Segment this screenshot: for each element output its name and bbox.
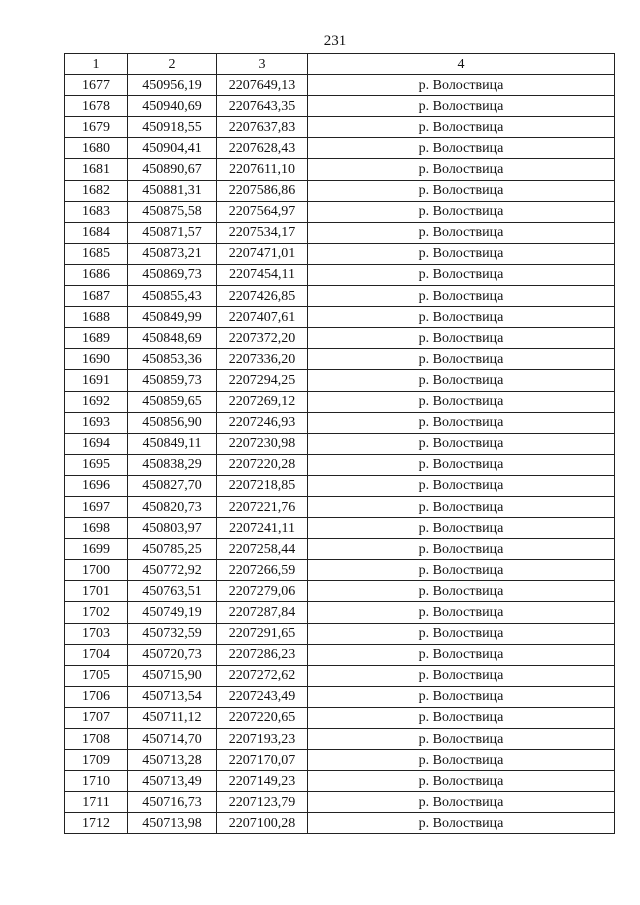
- page-number: 231: [323, 33, 347, 49]
- description-cell: р. Волоствица: [308, 729, 615, 750]
- table-row: [65, 602, 615, 623]
- description-cell: р. Волоствица: [308, 539, 615, 560]
- point-number-cell: 1709: [65, 750, 128, 771]
- description-cell: р. Волоствица: [308, 813, 615, 834]
- point-number-cell: 1687: [65, 286, 128, 307]
- description-cell: р. Волоствица: [308, 792, 615, 813]
- table-row: [65, 264, 615, 285]
- table-row: [65, 644, 615, 665]
- description-cell: р. Волоствица: [308, 644, 615, 665]
- x-coordinate-cell: 450749,19: [128, 602, 217, 623]
- x-coordinate-cell: 450713,54: [128, 686, 217, 707]
- y-coordinate-cell: 2207471,01: [217, 243, 308, 264]
- table-row: [65, 349, 615, 370]
- column-header-1: 1: [65, 54, 128, 75]
- description-cell: р. Волоствица: [308, 412, 615, 433]
- x-coordinate-cell: 450856,90: [128, 412, 217, 433]
- table-row: [65, 433, 615, 454]
- x-coordinate-cell: 450716,73: [128, 792, 217, 813]
- y-coordinate-cell: 2207241,11: [217, 518, 308, 539]
- y-coordinate-cell: 2207286,23: [217, 644, 308, 665]
- x-coordinate-cell: 450871,57: [128, 222, 217, 243]
- table-row: [65, 201, 615, 222]
- x-coordinate-cell: 450772,92: [128, 560, 217, 581]
- x-coordinate-cell: 450855,43: [128, 286, 217, 307]
- description-cell: р. Волоствица: [308, 750, 615, 771]
- table-row: [65, 475, 615, 496]
- x-coordinate-cell: 450875,58: [128, 201, 217, 222]
- y-coordinate-cell: 2207269,12: [217, 391, 308, 412]
- column-header-3: 3: [217, 54, 308, 75]
- point-number-cell: 1705: [65, 665, 128, 686]
- description-cell: р. Волоствица: [308, 264, 615, 285]
- table-row: [65, 539, 615, 560]
- point-number-cell: 1684: [65, 222, 128, 243]
- description-cell: р. Волоствица: [308, 665, 615, 686]
- x-coordinate-cell: 450711,12: [128, 707, 217, 728]
- point-number-cell: 1696: [65, 475, 128, 496]
- table-row: [65, 286, 615, 307]
- point-number-cell: 1691: [65, 370, 128, 391]
- y-coordinate-cell: 2207611,10: [217, 159, 308, 180]
- description-cell: р. Волоствица: [308, 391, 615, 412]
- description-cell: р. Волоствица: [308, 602, 615, 623]
- table-row: [65, 518, 615, 539]
- x-coordinate-cell: 450827,70: [128, 475, 217, 496]
- y-coordinate-cell: 2207454,11: [217, 264, 308, 285]
- table-row: [65, 159, 615, 180]
- y-coordinate-cell: 2207628,43: [217, 138, 308, 159]
- table-header: [65, 54, 615, 75]
- y-coordinate-cell: 2207123,79: [217, 792, 308, 813]
- table-row: [65, 686, 615, 707]
- description-cell: р. Волоствица: [308, 159, 615, 180]
- table-row: [65, 180, 615, 201]
- table-row: [65, 496, 615, 517]
- y-coordinate-cell: 2207221,76: [217, 496, 308, 517]
- x-coordinate-cell: 450869,73: [128, 264, 217, 285]
- description-cell: р. Волоствица: [308, 117, 615, 138]
- y-coordinate-cell: 2207149,23: [217, 771, 308, 792]
- description-cell: р. Волоствица: [308, 222, 615, 243]
- table-row: [65, 707, 615, 728]
- description-cell: р. Волоствица: [308, 771, 615, 792]
- y-coordinate-cell: 2207643,35: [217, 96, 308, 117]
- description-cell: р. Волоствица: [308, 518, 615, 539]
- point-number-cell: 1688: [65, 307, 128, 328]
- table-row: [65, 813, 615, 834]
- column-header-4: 4: [308, 54, 615, 75]
- table-row: [65, 96, 615, 117]
- table-row: [65, 771, 615, 792]
- point-number-cell: 1693: [65, 412, 128, 433]
- table-row: [65, 750, 615, 771]
- description-cell: р. Волоствица: [308, 286, 615, 307]
- y-coordinate-cell: 2207649,13: [217, 75, 308, 96]
- y-coordinate-cell: 2207534,17: [217, 222, 308, 243]
- point-number-cell: 1704: [65, 644, 128, 665]
- description-cell: р. Волоствица: [308, 560, 615, 581]
- point-number-cell: 1677: [65, 75, 128, 96]
- x-coordinate-cell: 450853,36: [128, 349, 217, 370]
- x-coordinate-cell: 450803,97: [128, 518, 217, 539]
- point-number-cell: 1703: [65, 623, 128, 644]
- point-number-cell: 1683: [65, 201, 128, 222]
- x-coordinate-cell: 450820,73: [128, 496, 217, 517]
- y-coordinate-cell: 2207407,61: [217, 307, 308, 328]
- point-number-cell: 1708: [65, 729, 128, 750]
- table-row: [65, 454, 615, 475]
- point-number-cell: 1700: [65, 560, 128, 581]
- description-cell: р. Волоствица: [308, 75, 615, 96]
- point-number-cell: 1707: [65, 707, 128, 728]
- table-row: [65, 117, 615, 138]
- y-coordinate-cell: 2207246,93: [217, 412, 308, 433]
- x-coordinate-cell: 450848,69: [128, 328, 217, 349]
- x-coordinate-cell: 450890,67: [128, 159, 217, 180]
- description-cell: р. Волоствица: [308, 96, 615, 117]
- table-row: [65, 243, 615, 264]
- x-coordinate-cell: 450763,51: [128, 581, 217, 602]
- table-row: [65, 581, 615, 602]
- y-coordinate-cell: 2207294,25: [217, 370, 308, 391]
- description-cell: р. Волоствица: [308, 349, 615, 370]
- point-number-cell: 1701: [65, 581, 128, 602]
- y-coordinate-cell: 2207170,07: [217, 750, 308, 771]
- table-row: [65, 665, 615, 686]
- y-coordinate-cell: 2207586,86: [217, 180, 308, 201]
- description-cell: р. Волоствица: [308, 475, 615, 496]
- x-coordinate-cell: 450940,69: [128, 96, 217, 117]
- y-coordinate-cell: 2207266,59: [217, 560, 308, 581]
- point-number-cell: 1679: [65, 117, 128, 138]
- y-coordinate-cell: 2207564,97: [217, 201, 308, 222]
- description-cell: р. Волоствица: [308, 243, 615, 264]
- point-number-cell: 1710: [65, 771, 128, 792]
- y-coordinate-cell: 2207220,28: [217, 454, 308, 475]
- point-number-cell: 1692: [65, 391, 128, 412]
- table-row: [65, 138, 615, 159]
- y-coordinate-cell: 2207336,20: [217, 349, 308, 370]
- point-number-cell: 1681: [65, 159, 128, 180]
- table-row: [65, 307, 615, 328]
- y-coordinate-cell: 2207243,49: [217, 686, 308, 707]
- table-body: [65, 75, 615, 834]
- point-number-cell: 1689: [65, 328, 128, 349]
- table-row: [65, 412, 615, 433]
- point-number-cell: 1678: [65, 96, 128, 117]
- point-number-cell: 1682: [65, 180, 128, 201]
- table-row: [65, 623, 615, 644]
- column-header-2: 2: [128, 54, 217, 75]
- table-row: [65, 391, 615, 412]
- y-coordinate-cell: 2207272,62: [217, 665, 308, 686]
- table-row: [65, 370, 615, 391]
- x-coordinate-cell: 450956,19: [128, 75, 217, 96]
- table-row: [65, 222, 615, 243]
- description-cell: р. Волоствица: [308, 180, 615, 201]
- header-row: [65, 54, 615, 75]
- y-coordinate-cell: 2207637,83: [217, 117, 308, 138]
- description-cell: р. Волоствица: [308, 307, 615, 328]
- x-coordinate-cell: 450732,59: [128, 623, 217, 644]
- point-number-cell: 1699: [65, 539, 128, 560]
- x-coordinate-cell: 450838,29: [128, 454, 217, 475]
- y-coordinate-cell: 2207193,23: [217, 729, 308, 750]
- y-coordinate-cell: 2207220,65: [217, 707, 308, 728]
- y-coordinate-cell: 2207372,20: [217, 328, 308, 349]
- description-cell: р. Волоствица: [308, 454, 615, 475]
- description-cell: р. Волоствица: [308, 496, 615, 517]
- point-number-cell: 1680: [65, 138, 128, 159]
- point-number-cell: 1686: [65, 264, 128, 285]
- table-row: [65, 792, 615, 813]
- y-coordinate-cell: 2207291,65: [217, 623, 308, 644]
- description-cell: р. Волоствица: [308, 581, 615, 602]
- x-coordinate-cell: 450713,49: [128, 771, 217, 792]
- description-cell: р. Волоствица: [308, 433, 615, 454]
- y-coordinate-cell: 2207258,44: [217, 539, 308, 560]
- point-number-cell: 1697: [65, 496, 128, 517]
- description-cell: р. Волоствица: [308, 623, 615, 644]
- x-coordinate-cell: 450713,98: [128, 813, 217, 834]
- y-coordinate-cell: 2207230,98: [217, 433, 308, 454]
- x-coordinate-cell: 450881,31: [128, 180, 217, 201]
- point-number-cell: 1711: [65, 792, 128, 813]
- description-cell: р. Волоствица: [308, 707, 615, 728]
- table-row: [65, 328, 615, 349]
- y-coordinate-cell: 2207100,28: [217, 813, 308, 834]
- table-row: [65, 560, 615, 581]
- y-coordinate-cell: 2207218,85: [217, 475, 308, 496]
- coordinates-table: [64, 53, 615, 834]
- x-coordinate-cell: 450849,11: [128, 433, 217, 454]
- description-cell: р. Волоствица: [308, 138, 615, 159]
- y-coordinate-cell: 2207279,06: [217, 581, 308, 602]
- point-number-cell: 1702: [65, 602, 128, 623]
- x-coordinate-cell: 450714,70: [128, 729, 217, 750]
- x-coordinate-cell: 450785,25: [128, 539, 217, 560]
- point-number-cell: 1694: [65, 433, 128, 454]
- x-coordinate-cell: 450713,28: [128, 750, 217, 771]
- point-number-cell: 1695: [65, 454, 128, 475]
- x-coordinate-cell: 450859,73: [128, 370, 217, 391]
- x-coordinate-cell: 450849,99: [128, 307, 217, 328]
- table-row: [65, 729, 615, 750]
- x-coordinate-cell: 450720,73: [128, 644, 217, 665]
- x-coordinate-cell: 450904,41: [128, 138, 217, 159]
- x-coordinate-cell: 450859,65: [128, 391, 217, 412]
- point-number-cell: 1690: [65, 349, 128, 370]
- point-number-cell: 1685: [65, 243, 128, 264]
- point-number-cell: 1706: [65, 686, 128, 707]
- point-number-cell: 1698: [65, 518, 128, 539]
- x-coordinate-cell: 450873,21: [128, 243, 217, 264]
- x-coordinate-cell: 450715,90: [128, 665, 217, 686]
- y-coordinate-cell: 2207287,84: [217, 602, 308, 623]
- point-number-cell: 1712: [65, 813, 128, 834]
- description-cell: р. Волоствица: [308, 201, 615, 222]
- table-row: [65, 75, 615, 96]
- x-coordinate-cell: 450918,55: [128, 117, 217, 138]
- description-cell: р. Волоствица: [308, 686, 615, 707]
- description-cell: р. Волоствица: [308, 328, 615, 349]
- y-coordinate-cell: 2207426,85: [217, 286, 308, 307]
- description-cell: р. Волоствица: [308, 370, 615, 391]
